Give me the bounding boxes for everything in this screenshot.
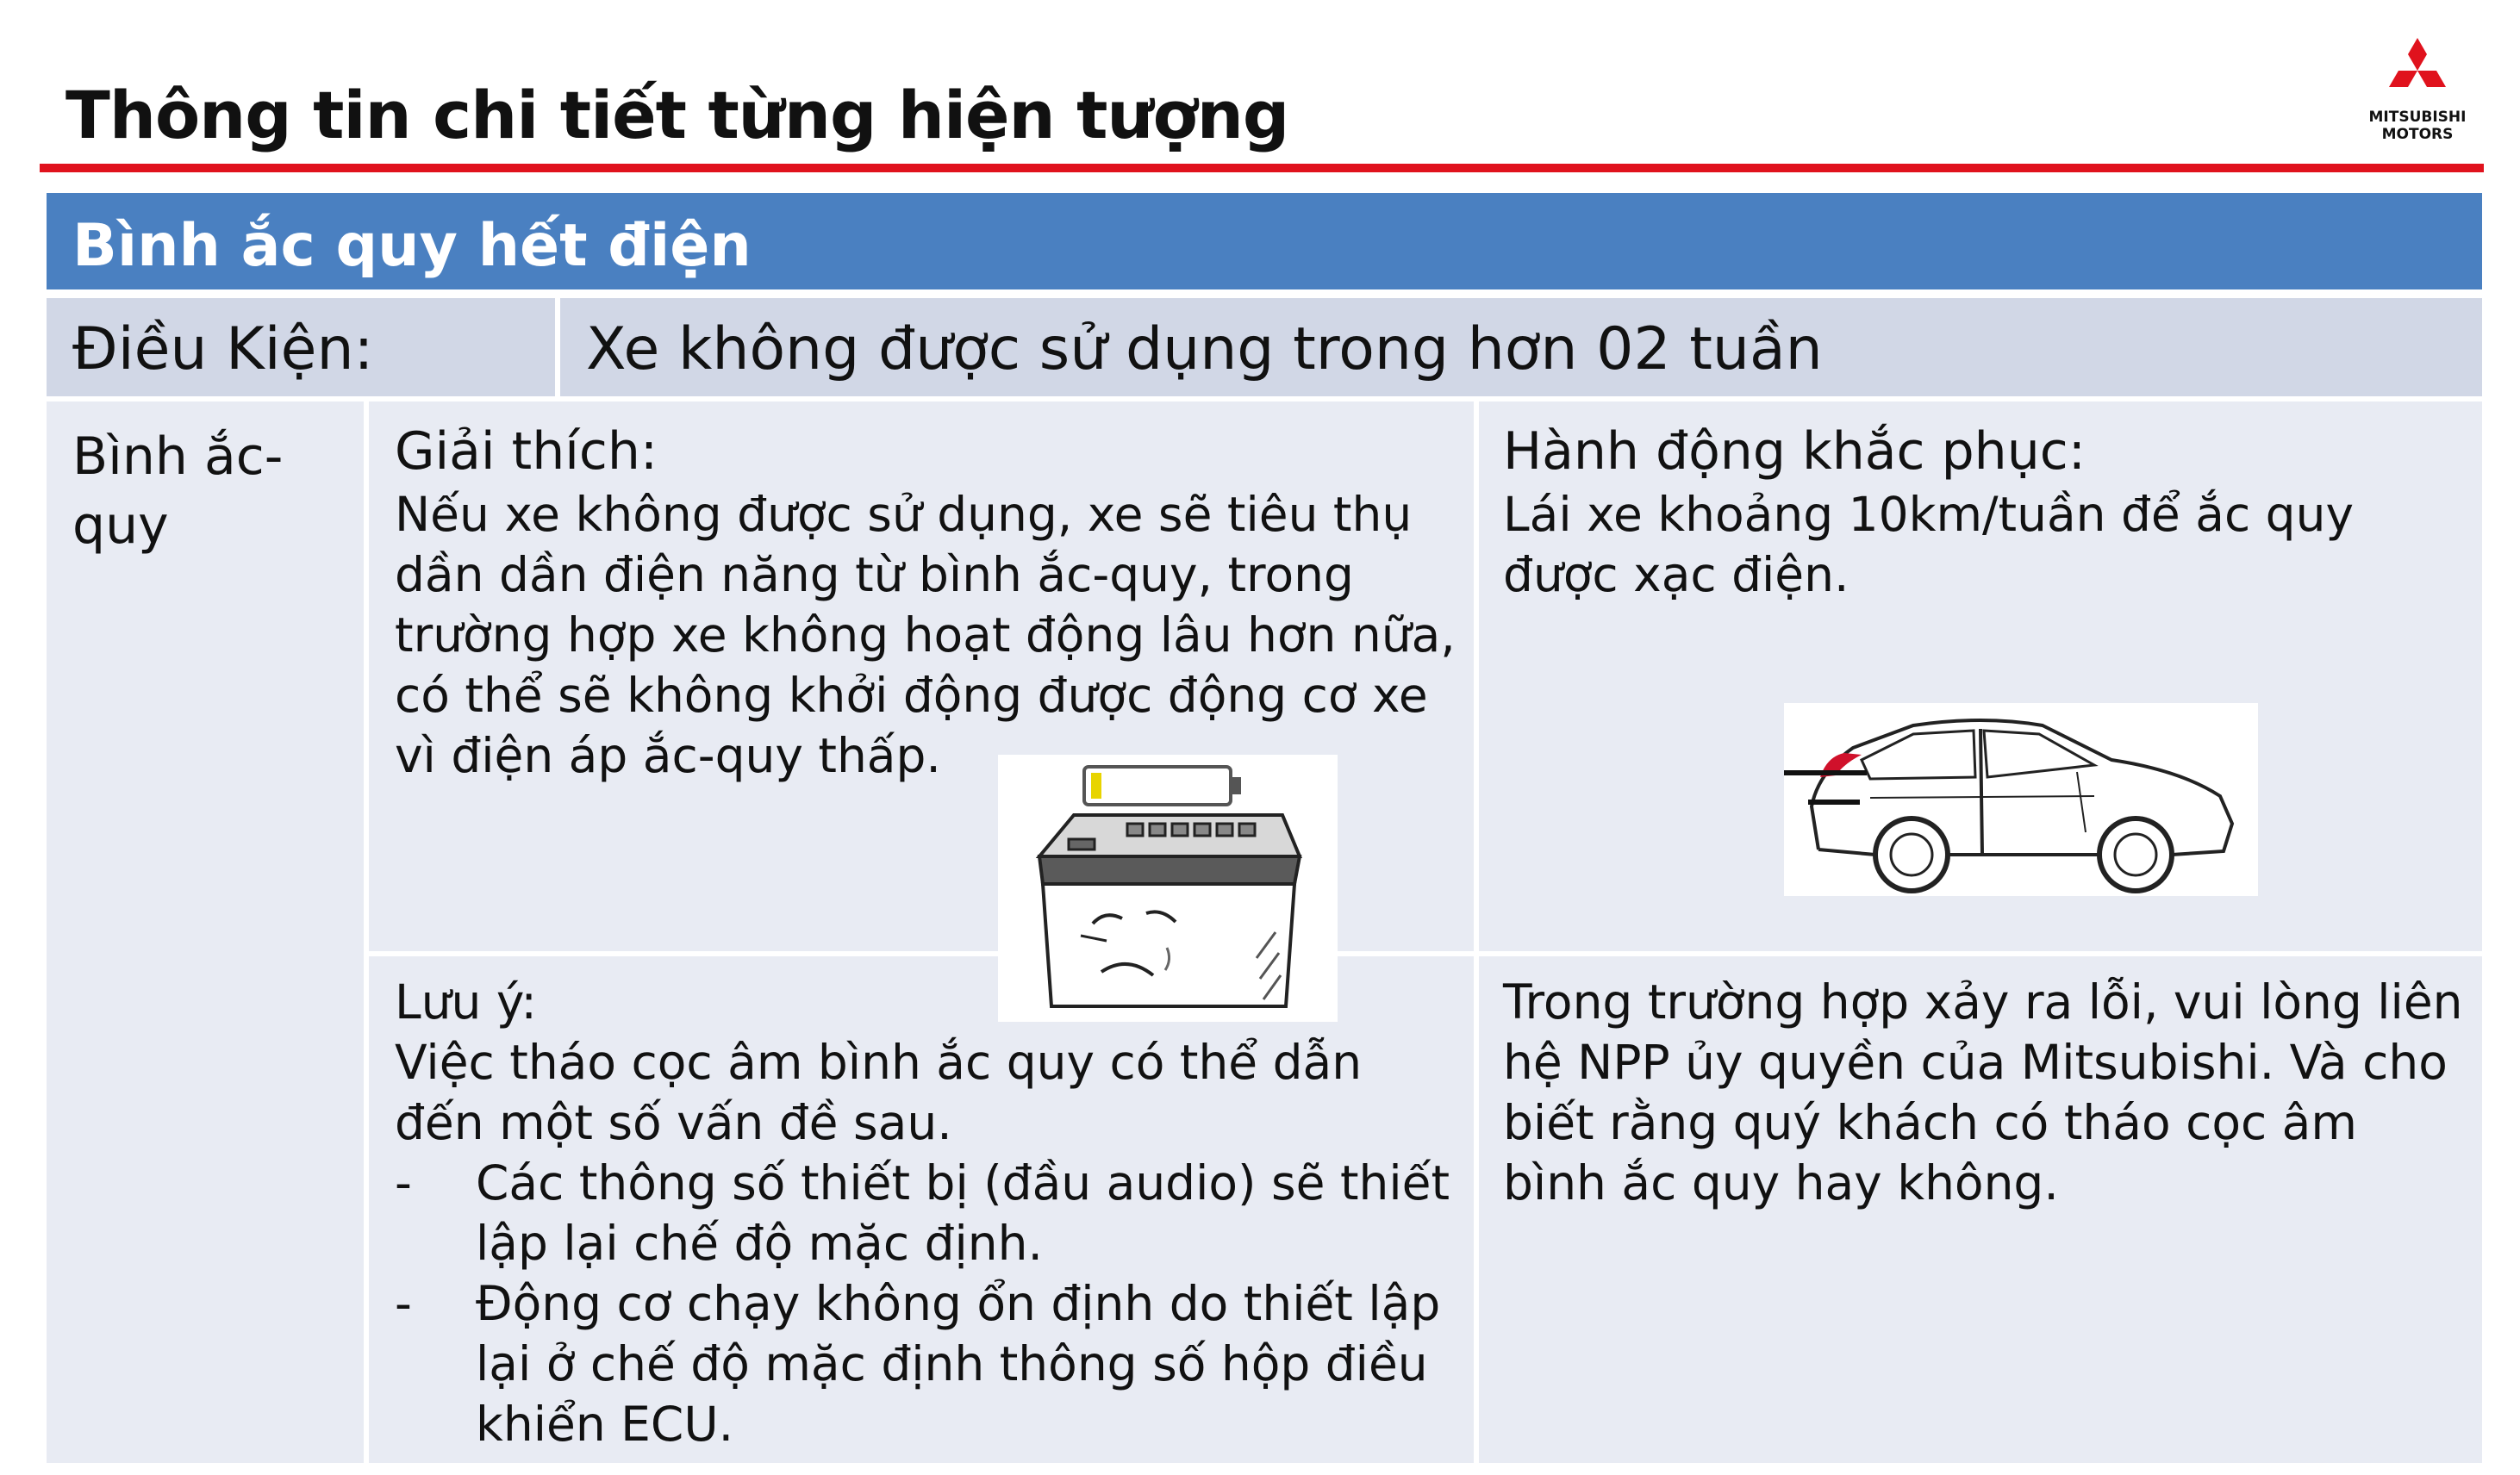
contact-line: bình ắc quy hay không. — [1503, 1155, 2059, 1210]
column-divider-1 — [364, 401, 369, 1463]
explanation-heading: Giải thích: — [395, 421, 658, 482]
action-cell — [1503, 419, 2468, 605]
explanation-line: vì điện áp ắc-quy thấp. — [395, 728, 941, 783]
action-line: Lái xe khoảng 10km/tuần để ắc quy — [1503, 487, 2354, 542]
note-line: đến một số vấn đề sau. — [395, 1095, 952, 1150]
dead-battery-illustration — [998, 755, 1338, 1022]
bullet-dash: - — [395, 1155, 412, 1210]
note-bullet-line: lại ở chế độ mặc định thông số hộp điều — [476, 1336, 1428, 1391]
note-line: Việc tháo cọc âm bình ắc quy có thể dẫn — [395, 1035, 1363, 1090]
action-heading: Hành động khắc phục: — [1503, 421, 2086, 482]
note-bullet — [395, 1273, 1463, 1454]
explanation-line: dần dần điện năng từ bình ắc-quy, trong — [395, 547, 1354, 602]
condition-value-cell — [560, 298, 2482, 396]
note-bullet-line: lập lại chế độ mặc định. — [476, 1216, 1043, 1271]
category-line-2: quy — [72, 495, 169, 556]
row-divider — [369, 951, 2482, 956]
section-title: Bình ắc quy hết điện — [72, 212, 752, 280]
action-line: được xạc điện. — [1503, 547, 1849, 602]
note-bullet-line: Các thông số thiết bị (đầu audio) sẽ thiết — [476, 1155, 1450, 1210]
title-underline — [40, 164, 2484, 172]
section-header — [47, 193, 2482, 289]
contact-line: biết rằng quý khách có tháo cọc âm — [1503, 1095, 2357, 1150]
car-side-illustration — [1784, 703, 2258, 896]
logo-text-motors: MOTORS — [2381, 126, 2454, 143]
explanation-line: Nếu xe không được sử dụng, xe sẽ tiêu thụ — [395, 487, 1413, 542]
category-cell — [72, 422, 283, 560]
note-cell — [395, 972, 1463, 1454]
contact-line: hệ NPP ủy quyền của Mitsubishi. Và cho — [1503, 1035, 2448, 1090]
note-bullet-line: khiển ECU. — [476, 1397, 734, 1452]
explanation-line: có thể sẽ không khởi động được động cơ xe — [395, 668, 1428, 723]
page-title: Thông tin chi tiết từng hiện tượng — [65, 77, 1289, 153]
contact-line: Trong trường hợp xảy ra lỗi, vui lòng liên — [1503, 974, 2463, 1030]
mitsubishi-logo — [2355, 34, 2480, 146]
column-divider-2 — [1474, 401, 1479, 1463]
note-heading: Lưu ý: — [395, 974, 537, 1030]
bullet-dash: - — [395, 1276, 412, 1331]
note-bullet — [395, 1153, 1463, 1273]
contact-cell — [1503, 972, 2477, 1213]
note-bullet-line: Động cơ chạy không ổn định do thiết lập — [476, 1276, 1441, 1331]
explanation-cell — [395, 419, 1463, 786]
explanation-line: trường hợp xe không hoạt động lâu hơn nữa, — [395, 607, 1456, 663]
logo-text-mitsubishi: MITSUBISHI — [2368, 109, 2467, 126]
condition-label: Điều Kiện: — [72, 315, 374, 383]
car-battery-icon — [998, 755, 1338, 1022]
suv-car-icon — [1784, 703, 2258, 896]
condition-value: Xe không được sử dụng trong hơn 02 tuần — [586, 315, 1823, 383]
three-diamonds-icon — [2355, 34, 2480, 121]
condition-label-cell — [47, 298, 555, 396]
category-line-1: Bình ắc- — [72, 426, 284, 487]
